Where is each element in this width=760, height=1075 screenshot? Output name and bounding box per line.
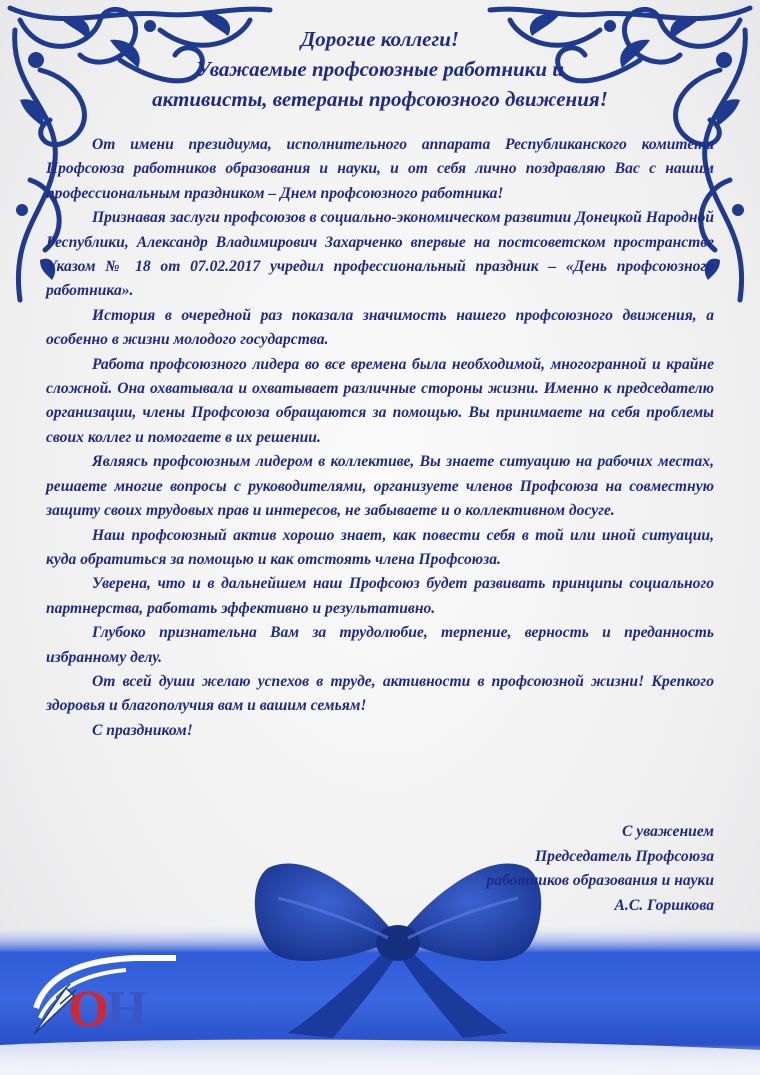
paragraph: Глубоко признательна Вам за трудолюбие, терпение, верность и преданность избранному делу. [46, 624, 714, 666]
signature-line-4: А.С. Горшкова [614, 896, 714, 914]
paragraph: С праздником! [92, 721, 193, 739]
signature-line-3: работников образования и науки [486, 872, 714, 890]
paragraph: От имени президиума, исполнительного аппарата Республиканского комитета Профсоюза работников образования и науки, и от себя лично поздравляю Вас с нашим профессиональным праздником – Днем профсоюзного работника! [46, 136, 714, 202]
paragraph: От всей души желаю успехов в труде, активности в профсоюзной жизни! Крепкого здоровья и благополучия вам и вашим семьям! [46, 672, 714, 715]
paragraph: Наш профсоюзный актив хорошо знает, как повести себя в той или иной ситуации, куда обратиться за помощью и как отстоять члена Профсоюза. [46, 526, 714, 568]
paragraph: Уверена, что и в дальнейшем наш Профсоюз будет развивать принципы социального партнерства, работать эффективно и результативно. [46, 575, 714, 617]
logo-letter-o: О [68, 981, 107, 1038]
signature-line-1: С уважением [622, 823, 714, 840]
logo-letter-n: Н [106, 981, 145, 1038]
signature-block [354, 820, 714, 918]
paragraph: История в очередной раз показала значимость нашего профсоюзного движения, а особенно в жизни молодого государства. [46, 306, 714, 349]
heading-line-2: Уважаемые профсоюзные работники и [196, 57, 564, 81]
paragraph: Являясь профсоюзным лидером в коллективе, Вы знаете ситуацию на рабочих местах, решаете многие вопросы с руководителями, организуете членов Профсоюза на совместную защиту своих трудовых прав и интересов, не забываете и о коллективном досуге. [46, 453, 714, 520]
heading-line-1: Дорогие коллеги! [300, 27, 460, 51]
letter-body [46, 133, 714, 743]
signature-line-2: Председатель Профсоюза [535, 847, 714, 865]
greeting-heading [100, 24, 660, 114]
heading-line-3: активисты, ветераны профсоюзного движения! [152, 87, 608, 111]
paragraph: Признавая заслуги профсоюзов в социально-экономическом развитии Донецкой Народной Республики, Александр Владимирович Захарченко впервые на постсоветском пространстве Указом № 18 от 07.02.2017 учредил профессиональный праздник – «День профсоюзного работника». [46, 209, 714, 300]
paragraph: Работа профсоюзного лидера во все времена была необходимой, многогранной и крайне сложной. Она охватывала и охватывает различные стороны жизни. Именно к председателю организации, члены Профсоюза обращаются за помощью. Вы принимаете на себя проблемы своих коллег и помогаете в их решении. [46, 355, 714, 446]
union-logo-letters [68, 980, 145, 1040]
